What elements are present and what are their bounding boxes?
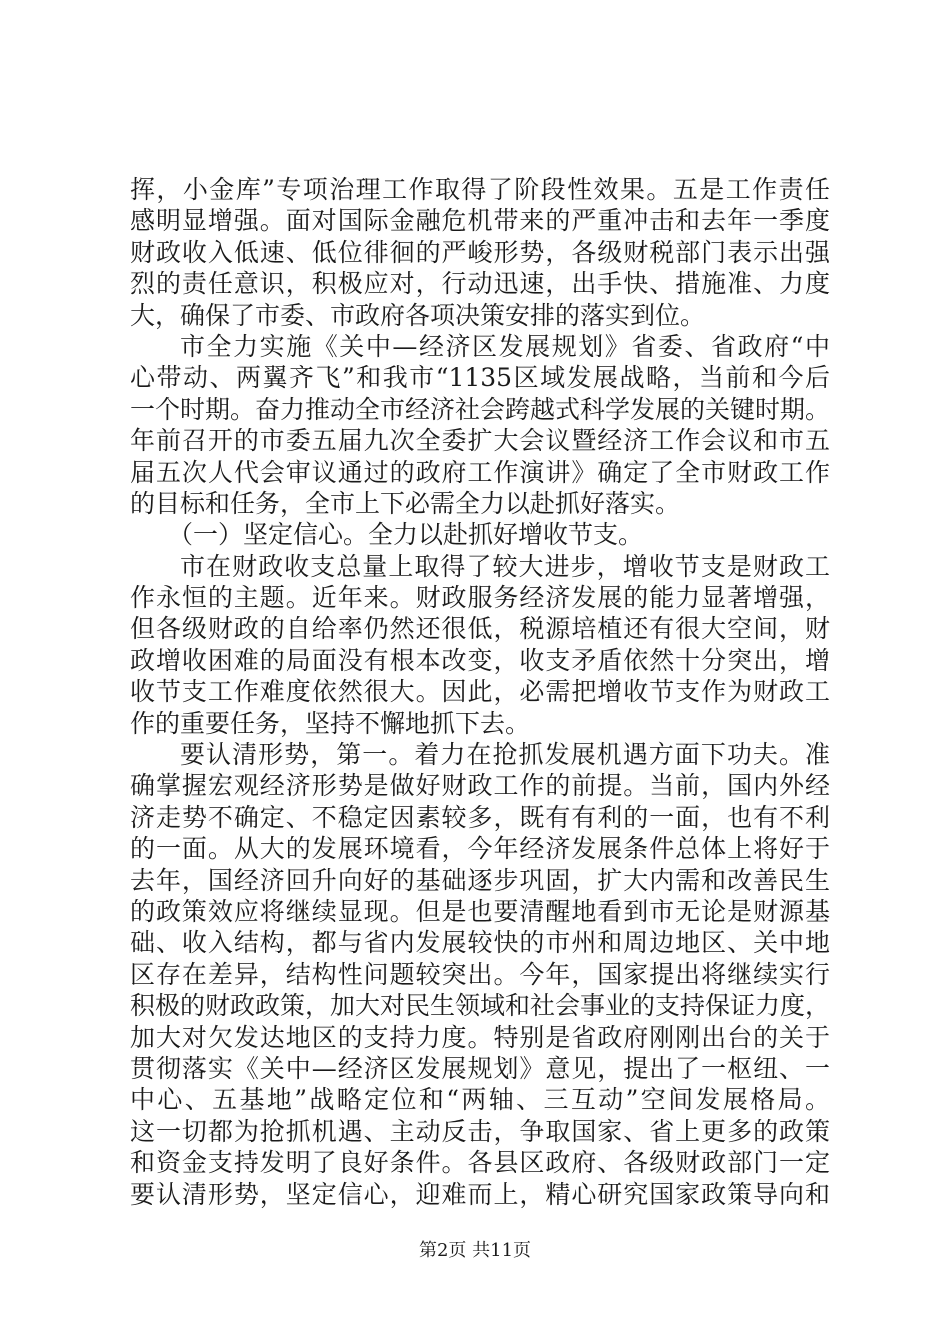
text-line: 要认清形势，坚定信心，迎难而上，精心研究国家政策导向和 xyxy=(130,1179,830,1209)
document-body xyxy=(130,174,830,1210)
text-line: 政增收困难的局面没有根本改变，收支矛盾依然十分突出，增 xyxy=(130,645,830,675)
text-line: 感明显增强。面对国际金融危机带来的严重冲击和去年一季度 xyxy=(130,206,830,236)
section-heading: （一）坚定信心。全力以赴抓好增收节支。 xyxy=(168,520,644,550)
text-line: 财政收入低速、低位徘徊的严峻形势，各级财税部门表示出强 xyxy=(130,237,830,267)
page-number-footer: 第2页 共11页 xyxy=(418,1240,532,1261)
text-line: 积极的财政政策，加大对民生领域和社会事业的支持保证力度， xyxy=(130,991,831,1021)
text-line: 心带动、两翼齐飞”和我市“1135区域发展战略，当前和今后 xyxy=(130,363,830,393)
text-line: 的目标和任务，全市上下必需全力以赴抓好落实。 xyxy=(130,488,681,518)
text-line: 确掌握宏观经济形势是做好财政工作的前提。当前，国内外经 xyxy=(130,771,830,801)
text-line: 的政策效应将继续显现。但是也要清醒地看到市无论是财源基 xyxy=(130,896,830,926)
text-line: 作的重要任务，坚持不懈地抓下去。 xyxy=(130,708,531,738)
text-line: 加大对欠发达地区的支持力度。特别是省政府刚刚出台的关于 xyxy=(130,1022,830,1052)
text-line: 收节支工作难度依然很大。因此，必需把增收节支作为财政工 xyxy=(130,677,830,707)
text-line: 烈的责任意识，积极应对，行动迅速，出手快、措施准、力度 xyxy=(130,269,830,299)
text-line: 届五次人代会审议通过的政府工作演讲》确定了全市财政工作 xyxy=(130,457,830,487)
text-line: 一个时期。奋力推动全市经济社会跨越式科学发展的关键时期。 xyxy=(130,394,831,424)
text-line: 去年，国经济回升向好的基础逐步巩固，扩大内需和改善民生 xyxy=(130,865,830,895)
text-line: 挥，小金库”专项治理工作取得了阶段性效果。五是工作责任 xyxy=(130,175,830,204)
text-line: 济走势不确定、不稳定因素较多，既有有利的一面，也有不利 xyxy=(130,802,830,832)
text-line: 贯彻落实《关中—经济区发展规划》意见，提出了一枢纽、一 xyxy=(130,1053,830,1083)
text-line: 年前召开的市委五届九次全委扩大会议暨经济工作会议和市五 xyxy=(130,426,830,456)
text-line: 中心、五基地”战略定位和“两轴、三互动”空间发展格局。 xyxy=(130,1085,830,1115)
text-line: 但各级财政的自给率仍然还很低，税源培植还有很大空间，财 xyxy=(130,614,830,644)
text-line: 和资金支持发明了良好条件。各县区政府、各级财政部门一定 xyxy=(130,1148,830,1178)
text-line: 础、收入结构，都与省内发展较快的市州和周边地区、关中地 xyxy=(130,928,830,958)
text-line: 的一面。从大的发展环境看，今年经济发展条件总体上将好于 xyxy=(130,834,830,864)
text-line: 区存在差异，结构性问题较突出。今年，国家提出将继续实行 xyxy=(130,959,830,989)
text-line: 作永恒的主题。近年来。财政服务经济发展的能力显著增强， xyxy=(130,583,830,613)
text-line: 要认清形势，第一。着力在抢抓发展机遇方面下功夫。准 xyxy=(180,740,830,770)
text-line: 市在财政收支总量上取得了较大进步，增收节支是财政工 xyxy=(180,551,830,581)
text-line: 这一切都为抢抓机遇、主动反击，争取国家、省上更多的政策 xyxy=(130,1116,830,1146)
text-line: 大，确保了市委、市政府各项决策安排的落实到位。 xyxy=(130,300,706,330)
text-line: 市全力实施《关中—经济区发展规划》省委、省政府“中 xyxy=(180,331,830,361)
